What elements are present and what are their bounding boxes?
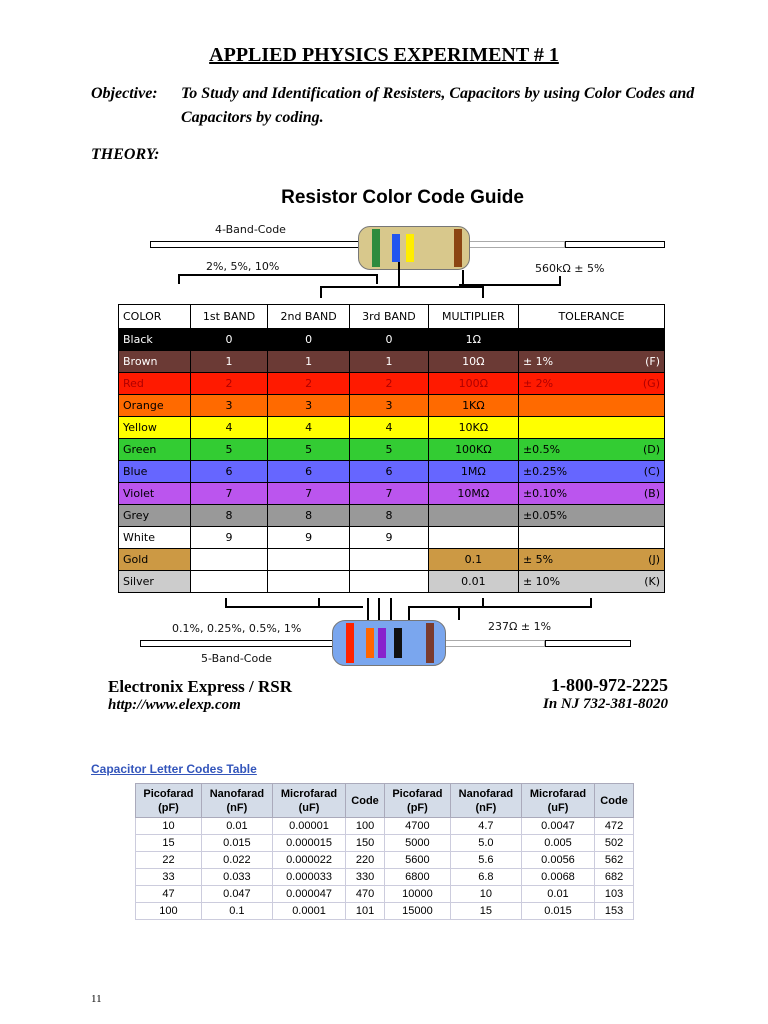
tolerance-code: (B) — [643, 487, 660, 500]
table-cell: 9 — [350, 527, 429, 549]
table-cell — [268, 571, 350, 593]
table-row — [119, 483, 665, 505]
table-cell: 8 — [350, 505, 429, 527]
table-header — [272, 784, 345, 818]
header-line: Nanofarad — [458, 787, 514, 800]
tolerance-value: ± 1% — [522, 355, 554, 368]
table-cell: 4.7 — [450, 818, 521, 835]
tolerance-value: ±0.05% — [522, 509, 568, 522]
table-header: COLOR — [119, 305, 191, 329]
tolerance-cell — [518, 505, 664, 527]
table-cell: 0 — [350, 329, 429, 351]
four-band-tolerance: 2%, 5%, 10% — [206, 260, 280, 273]
connector-line — [318, 598, 320, 608]
connector-line — [398, 262, 400, 288]
table-cell — [350, 571, 429, 593]
table-cell: 0.01 — [521, 886, 594, 903]
table-cell: 15 — [136, 835, 202, 852]
table-row — [136, 869, 634, 886]
header-line: Picofarad — [143, 787, 194, 800]
table-cell: 0.1 — [428, 549, 518, 571]
table-cell: 502 — [595, 835, 634, 852]
table-cell: 0.0001 — [272, 903, 345, 920]
five-band-example: 237Ω ± 1% — [488, 620, 552, 633]
table-cell: 8 — [191, 505, 268, 527]
table-cell: 1KΩ — [428, 395, 518, 417]
color-name-cell: White — [119, 527, 191, 549]
table-row — [119, 439, 665, 461]
leader-line-right — [565, 241, 665, 248]
table-cell: 0.000047 — [272, 886, 345, 903]
table-cell: 5.0 — [450, 835, 521, 852]
theory-heading: THEORY: — [91, 146, 160, 163]
table-row — [136, 852, 634, 869]
table-cell: 22 — [136, 852, 202, 869]
table-cell: 5 — [191, 439, 268, 461]
table-cell: 470 — [346, 886, 385, 903]
tolerance-value: ±0.10% — [522, 487, 568, 500]
table-row — [119, 527, 665, 549]
table-cell: 220 — [346, 852, 385, 869]
capacitor-codes-table — [135, 783, 634, 920]
table-row — [119, 461, 665, 483]
phone-number: 1-800-972-2225 — [551, 675, 668, 695]
resistor-band-5 — [426, 623, 434, 663]
table-cell: 0.1 — [201, 903, 272, 920]
connector-line — [378, 598, 380, 620]
table-cell: 6800 — [384, 869, 450, 886]
connector-line — [178, 274, 378, 276]
header-unit: (nF) — [226, 801, 248, 814]
color-name-cell: Black — [119, 329, 191, 351]
color-name-cell: Yellow — [119, 417, 191, 439]
tolerance-value: ± 5% — [522, 553, 554, 566]
color-name-cell: Green — [119, 439, 191, 461]
table-header: TOLERANCE — [518, 305, 664, 329]
color-name-cell: Orange — [119, 395, 191, 417]
table-cell: 682 — [595, 869, 634, 886]
table-cell: 0.01 — [428, 571, 518, 593]
table-cell: 472 — [595, 818, 634, 835]
table-cell: 4 — [191, 417, 268, 439]
table-cell: 9 — [268, 527, 350, 549]
table-cell: 9 — [191, 527, 268, 549]
table-cell: 1Ω — [428, 329, 518, 351]
table-cell — [191, 549, 268, 571]
table-cell: 5 — [268, 439, 350, 461]
tolerance-code: (G) — [642, 377, 660, 390]
table-cell: 100 — [346, 818, 385, 835]
table-cell: 330 — [346, 869, 385, 886]
table-cell: 562 — [595, 852, 634, 869]
resistor-band-2 — [366, 628, 374, 658]
table-cell: 5 — [350, 439, 429, 461]
table-cell: 4 — [268, 417, 350, 439]
table-row — [119, 505, 665, 527]
table-header: 1st BAND — [191, 305, 268, 329]
table-cell: 1 — [191, 351, 268, 373]
four-band-example: 560kΩ ± 5% — [535, 262, 605, 275]
table-row — [119, 395, 665, 417]
header-line: Picofarad — [392, 787, 443, 800]
table-cell: 0.000033 — [272, 869, 345, 886]
table-cell: 10KΩ — [428, 417, 518, 439]
table-cell: 10MΩ — [428, 483, 518, 505]
resistor-band-1 — [346, 623, 354, 663]
table-row — [119, 329, 665, 351]
table-cell: 10000 — [384, 886, 450, 903]
color-name-cell: Gold — [119, 549, 191, 571]
color-name-cell: Grey — [119, 505, 191, 527]
connector-line — [462, 270, 464, 286]
document-title: APPLIED PHYSICS EXPERIMENT # 1 — [209, 44, 559, 66]
table-cell: 103 — [595, 886, 634, 903]
table-cell: 5.6 — [450, 852, 521, 869]
table-row — [119, 373, 665, 395]
table-cell: 2 — [268, 373, 350, 395]
tolerance-code: (C) — [643, 465, 660, 478]
connector-line — [408, 606, 410, 620]
connector-line — [178, 274, 180, 284]
table-cell: 3 — [191, 395, 268, 417]
header-line: Nanofarad — [209, 787, 265, 800]
header-unit: (nF) — [475, 801, 497, 814]
tolerance-cell — [518, 527, 664, 549]
table-cell: 6.8 — [450, 869, 521, 886]
table-row — [119, 571, 665, 593]
header-unit: (uF) — [298, 801, 320, 814]
tolerance-code: (F) — [645, 355, 660, 368]
table-cell: 5600 — [384, 852, 450, 869]
table-header — [595, 784, 634, 818]
tolerance-code: (D) — [642, 443, 660, 456]
color-name-cell: Blue — [119, 461, 191, 483]
brand-block — [108, 678, 292, 714]
table-cell: 4 — [350, 417, 429, 439]
tolerance-cell — [518, 395, 664, 417]
header-unit: (pF) — [158, 801, 179, 814]
tolerance-value: ± 2% — [522, 377, 554, 390]
page-number: 11 — [91, 993, 102, 1005]
table-row — [136, 818, 634, 835]
objective-label: Objective: — [91, 85, 158, 102]
connector-line — [367, 598, 369, 620]
table-cell — [268, 549, 350, 571]
tolerance-cell — [518, 483, 664, 505]
resistor-band-3 — [406, 234, 414, 262]
table-cell: 0.022 — [201, 852, 272, 869]
tolerance-cell — [518, 549, 664, 571]
brand-name: Electronix Express / RSR — [108, 677, 293, 696]
table-row — [119, 549, 665, 571]
table-cell: 0.015 — [521, 903, 594, 920]
table-cell: 0.000015 — [272, 835, 345, 852]
table-cell: 0.005 — [521, 835, 594, 852]
table-cell — [350, 549, 429, 571]
resistor-lead-left — [140, 640, 335, 647]
resistor-band-3 — [378, 628, 386, 658]
table-cell: 0.000022 — [272, 852, 345, 869]
table-cell: 100Ω — [428, 373, 518, 395]
connector-line — [225, 606, 363, 608]
table-cell: 10 — [136, 818, 202, 835]
brand-url: http://www.elexp.com — [108, 697, 241, 713]
resistor-band-1 — [372, 229, 380, 267]
table-cell — [428, 505, 518, 527]
header-unit: (uF) — [547, 801, 569, 814]
capacitor-table-title: Capacitor Letter Codes Table — [91, 762, 257, 776]
nj-phone-number: In NJ 732-381-8020 — [542, 696, 668, 712]
table-header: 3rd BAND — [350, 305, 429, 329]
objective-text: To Study and Identification of Resisters, Capacitors by using Color Codes and Capacitors by coding. — [181, 85, 695, 126]
table-cell: 1MΩ — [428, 461, 518, 483]
table-row — [136, 835, 634, 852]
leader-line-right — [545, 640, 631, 647]
tolerance-value: ± 10% — [522, 575, 561, 588]
tolerance-cell — [518, 417, 664, 439]
tolerance-cell — [518, 461, 664, 483]
table-cell: 7 — [191, 483, 268, 505]
resistor-band-4 — [454, 229, 462, 267]
table-cell: 100 — [136, 903, 202, 920]
connector-line — [458, 606, 460, 620]
table-header — [346, 784, 385, 818]
table-header: 2nd BAND — [268, 305, 350, 329]
resistor-color-table — [118, 304, 665, 593]
table-cell: 0 — [268, 329, 350, 351]
connector-line — [458, 606, 592, 608]
connector-line — [559, 276, 561, 286]
header-line: Microfarad — [280, 787, 338, 800]
five-band-tolerance: 0.1%, 0.25%, 0.5%, 1% — [172, 622, 302, 635]
table-header: MULTIPLIER — [428, 305, 518, 329]
resistor-lead-right — [445, 640, 545, 647]
table-cell: 150 — [346, 835, 385, 852]
table-cell: 6 — [191, 461, 268, 483]
table-header — [136, 784, 202, 818]
header-line: Microfarad — [529, 787, 587, 800]
table-header — [450, 784, 521, 818]
connector-line — [376, 274, 378, 284]
table-cell: 0.015 — [201, 835, 272, 852]
table-cell: 6 — [350, 461, 429, 483]
resistor-band-2 — [392, 234, 400, 262]
header-line: Code — [600, 794, 628, 807]
color-name-cell: Red — [119, 373, 191, 395]
color-name-cell: Brown — [119, 351, 191, 373]
table-row — [119, 351, 665, 373]
table-cell — [428, 527, 518, 549]
table-cell: 2 — [350, 373, 429, 395]
table-cell: 15 — [450, 903, 521, 920]
tolerance-cell — [518, 329, 664, 351]
table-cell: 15000 — [384, 903, 450, 920]
table-cell: 0.0056 — [521, 852, 594, 869]
table-header-row — [136, 784, 634, 818]
header-line: Code — [351, 794, 379, 807]
header-unit: (pF) — [407, 801, 428, 814]
table-cell: 33 — [136, 869, 202, 886]
connector-line — [320, 286, 322, 298]
table-cell: 0.01 — [201, 818, 272, 835]
resistor-lead-right — [465, 241, 565, 248]
tolerance-code: (K) — [644, 575, 660, 588]
four-band-label: 4-Band-Code — [215, 223, 286, 236]
guide-title: Resistor Color Code Guide — [281, 187, 524, 208]
table-cell: 0.047 — [201, 886, 272, 903]
table-cell: 0.0068 — [521, 869, 594, 886]
table-cell: 101 — [346, 903, 385, 920]
table-cell: 0.0047 — [521, 818, 594, 835]
table-cell: 7 — [350, 483, 429, 505]
color-name-cell: Silver — [119, 571, 191, 593]
table-cell: 47 — [136, 886, 202, 903]
four-band-resistor — [358, 226, 470, 270]
table-cell: 2 — [191, 373, 268, 395]
table-cell: 7 — [268, 483, 350, 505]
table-cell: 0 — [191, 329, 268, 351]
table-cell: 10Ω — [428, 351, 518, 373]
table-cell: 0.033 — [201, 869, 272, 886]
table-header — [201, 784, 272, 818]
table-cell: 5000 — [384, 835, 450, 852]
tolerance-cell — [518, 571, 664, 593]
table-cell — [191, 571, 268, 593]
tolerance-code: (J) — [648, 553, 660, 566]
connector-line — [390, 598, 392, 620]
tolerance-cell — [518, 373, 664, 395]
table-cell: 100KΩ — [428, 439, 518, 461]
table-row — [136, 886, 634, 903]
table-cell: 0.00001 — [272, 818, 345, 835]
table-cell: 1 — [350, 351, 429, 373]
table-cell: 4700 — [384, 818, 450, 835]
five-band-resistor — [332, 620, 446, 666]
resistor-lead-left — [150, 241, 360, 248]
table-cell: 3 — [350, 395, 429, 417]
connector-line — [459, 284, 559, 286]
connector-line — [482, 286, 484, 298]
table-cell: 3 — [268, 395, 350, 417]
table-cell: 10 — [450, 886, 521, 903]
table-header — [521, 784, 594, 818]
tolerance-cell — [518, 439, 664, 461]
tolerance-value: ±0.5% — [522, 443, 561, 456]
phone-block — [510, 676, 668, 714]
table-row — [136, 903, 634, 920]
table-row — [119, 417, 665, 439]
table-header — [384, 784, 450, 818]
tolerance-value: ±0.25% — [522, 465, 568, 478]
table-cell: 153 — [595, 903, 634, 920]
table-cell: 6 — [268, 461, 350, 483]
connector-line — [320, 286, 484, 288]
resistor-band-4 — [394, 628, 402, 658]
table-cell: 8 — [268, 505, 350, 527]
color-name-cell: Violet — [119, 483, 191, 505]
table-header-row — [119, 305, 665, 329]
tolerance-cell — [518, 351, 664, 373]
five-band-label: 5-Band-Code — [201, 652, 272, 665]
table-cell: 1 — [268, 351, 350, 373]
